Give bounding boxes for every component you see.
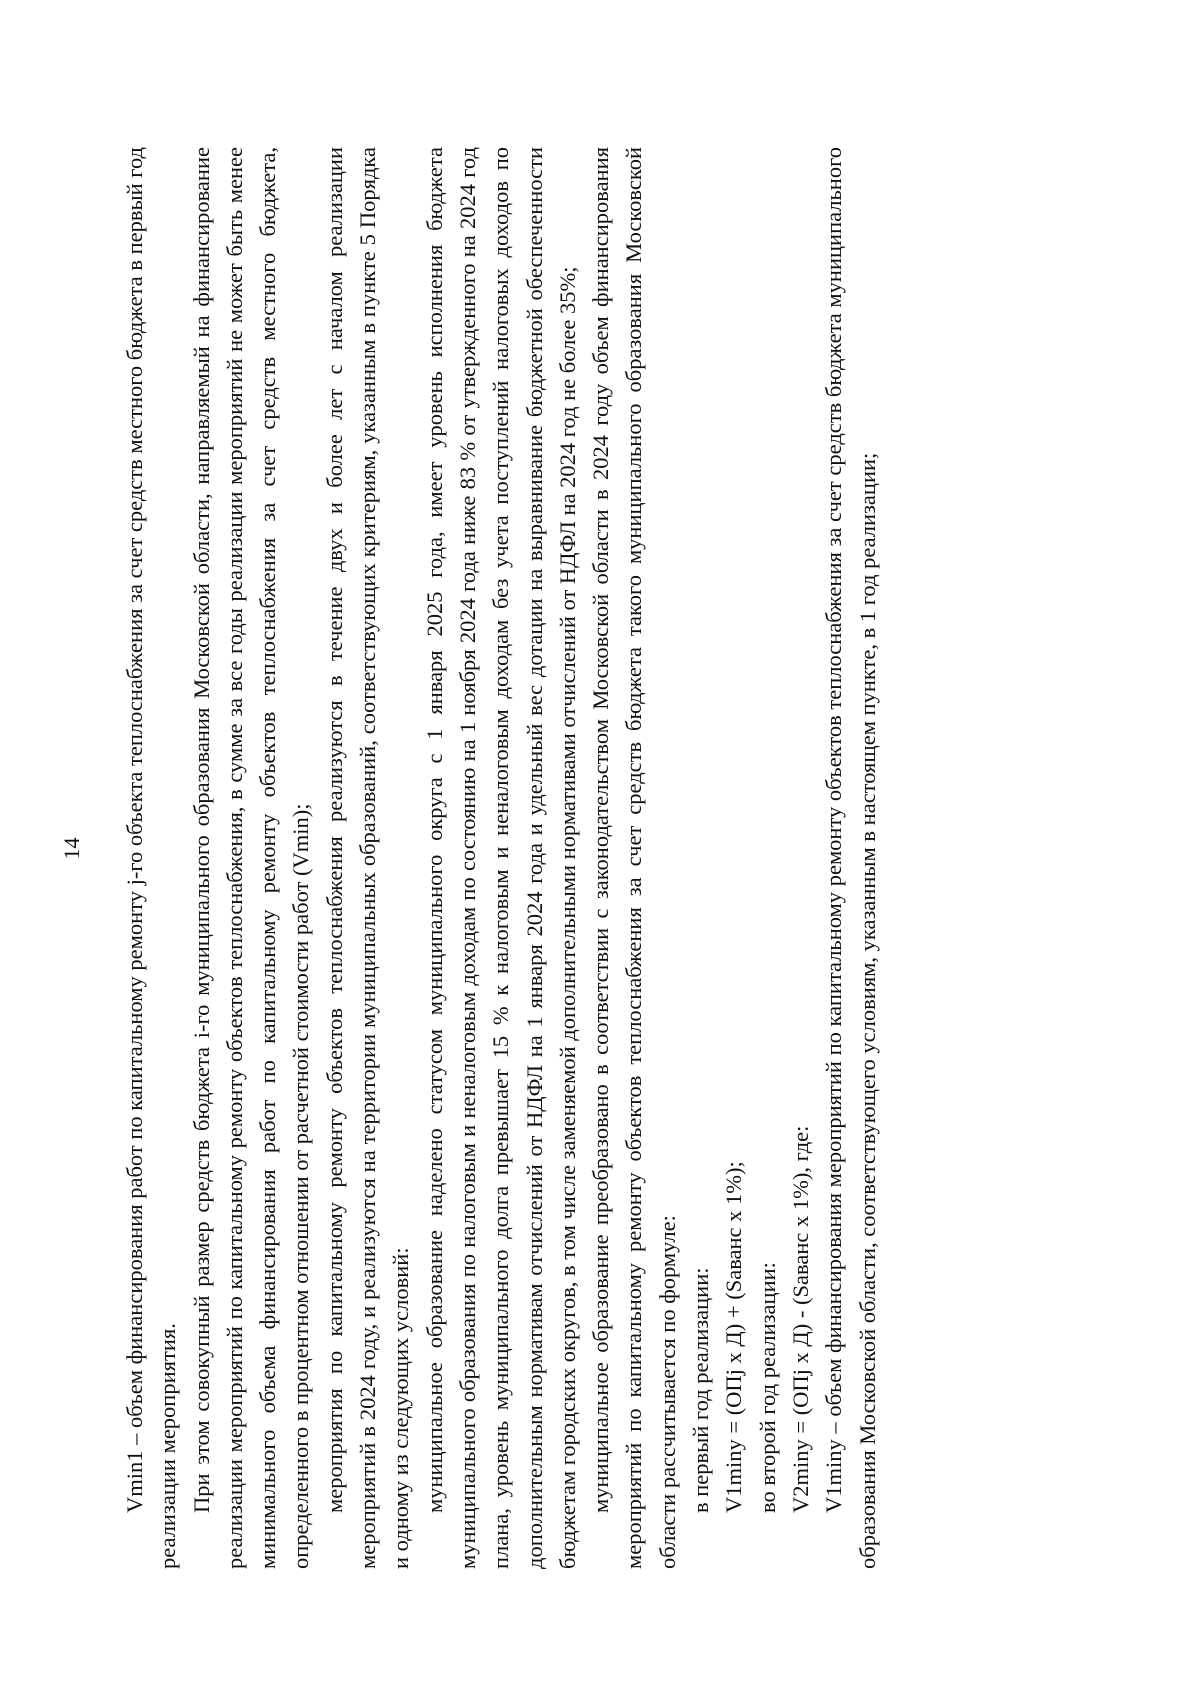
paragraph-multi-year-measures: мероприятия по капитальному ремонту объектов теплоснабжения реализуются в течение двух и более лет с началом реализации мероприятий в 2024 году, и реализуются на территории муниципальных образований, соответствующих критериям, указанным в пункте 5 Порядка и одному из следующих условий: bbox=[321, 147, 414, 1569]
formula-label-second-year: во второй год реализации: bbox=[754, 1262, 780, 1513]
paragraph-v1miny-definition: V1miny – объем финансирования мероприятий по капитальному ремонту объектов теплоснабжения за счет средств бюджета муниципального образования Московской области, соответствующего условиям, указанным в настоящем пункте, в 1 год реализации; bbox=[821, 147, 880, 1569]
formula-second-year: V2miny = (ОПj x Д) - (Sаванс x 1%), где: bbox=[787, 1125, 813, 1513]
paragraph-municipal-district-condition: муниципальное образование наделено статусом муниципального округа с 1 января 2025 года, имеет уровень исполнения бюджета муниципального образования по налоговым и неналоговым доходам по состоянию на 1 ноября 2024 года ниже 83 % от утвержденного на 2024 год плана, уровень муниципального долга превышает 15 % к налоговым и неналоговым доходам без учета поступлений налоговых доходов по дополнительным нормативам отчислений от НДФЛ на 1 января 2024 года и удельный вес дотации на выравнивание бюджетной обеспеченности бюджетам городских округов, в том числе заменяемой дополнительными нормативами отчислений от НДФЛ на 2024 год не более 35%; bbox=[421, 147, 580, 1569]
document-body bbox=[118, 147, 884, 1569]
paragraph-total-funding: При этом совокупный размер средств бюджета i-го муниципального образования Московской области, направляемый на финансирование реализации мероприятий по капитальному ремонту объектов теплоснабжения, в сумме за все годы реализации мероприятий не может быть менее минимального объема финансирования работ по капитальному ремонту объектов теплоснабжения за счет средств местного бюджета, определенного в процентном отношении от расчетной стоимости работ (Vmin); bbox=[188, 147, 314, 1569]
formula-label-first-year: в первый год реализации: bbox=[688, 1267, 714, 1513]
page-number: 14 bbox=[59, 837, 84, 860]
formula-first-year: V1miny = (ОПj x Д) + (Sаванс x 1%); bbox=[721, 1161, 747, 1513]
paragraph-vmin1-definition: Vmin1 – объем финансирования работ по капитальному ремонту j-го объекта теплоснабжения за счет средств местного бюджета в первый год реализации мероприятия. bbox=[122, 147, 181, 1569]
paragraph-transformed-municipality: муниципальное образование преобразовано в соответствии с законодательством Московской области в 2024 году объем финансирования мероприятий по капитальному ремонту объектов теплоснабжения за счет средств бюджета такого муниципального образования Московской области рассчитывается по формуле: bbox=[588, 147, 680, 1569]
